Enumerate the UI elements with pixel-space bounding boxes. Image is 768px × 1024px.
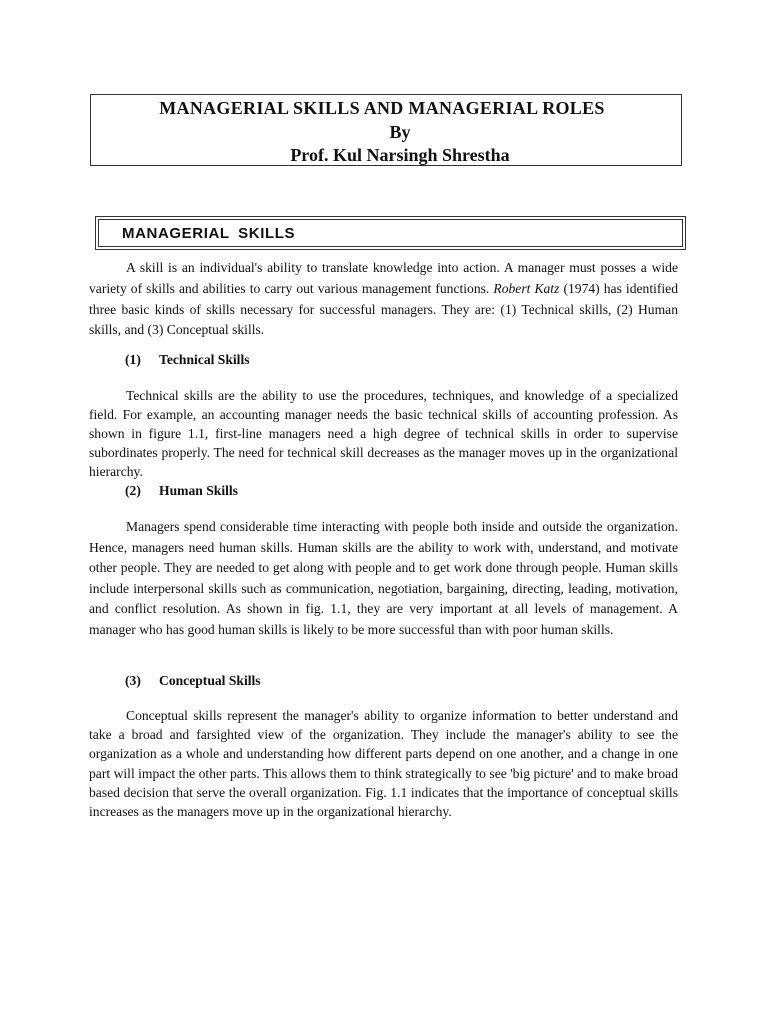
subheading-text: Conceptual Skills <box>159 673 261 688</box>
subheading-technical-skills <box>125 352 250 368</box>
subheading-text: Technical Skills <box>159 352 250 367</box>
subheading-human-skills <box>125 483 238 499</box>
technical-skills-paragraph: Technical skills are the ability to use the procedures, techniques, and knowledge of a specialized field. For example, an accounting manager needs the basic technical skills of accounting profession. As shown in figure 1.1, first-line managers need a high degree of technical skills in order to supervise subordinates properly. The need for technical skill decreases as the manager moves up in the organizational hierarchy. <box>89 388 678 479</box>
subheading-conceptual-skills <box>125 673 261 689</box>
section-heading-inner-border <box>98 219 683 247</box>
section-heading-box <box>95 216 686 250</box>
human-skills-paragraph: Managers spend considerable time interacting with people both inside and outside the organization. Hence, managers need human skills. Human skills are the ability to work with, understand, and motivate other people. They are needed to get along with people and to get work done through people. Human skills include interpersonal skills such as communication, negotiation, bargaining, directing, leading, motivation, and conflict resolution. As shown in fig. 1.1, they are very important at all levels of management. A manager who has good human skills is likely to be more successful than with poor human skills. <box>89 519 678 637</box>
title-author: Prof. Kul Narsingh Shrestha <box>290 145 510 165</box>
section-title: MANAGERIAL SKILLS <box>122 225 296 242</box>
subheading-text: Human Skills <box>159 483 238 498</box>
title-box <box>90 94 682 166</box>
subheading-number: (3) <box>125 673 141 688</box>
subheading-number: (2) <box>125 483 141 498</box>
conceptual-skills-paragraph: Conceptual skills represent the manager's ability to organize information to better understand and take a broad and farsighted view of the organization. They include the manager's ability to see the organization as a whole and understanding how different parts depend on one another, and a change in one part will impact the other parts. This allows them to think strategically to see 'big picture' and to make broad based decision that serve the overall organization. Fig. 1.1 indicates that the importance of conceptual skills increases as the managers move up in the organizational hierarchy. <box>89 708 678 820</box>
intro-text-end: (1974) has identified three basic kinds of skills necessary for successful managers. They are: (1) Technical skills, (2) Human skills, and (3) Conceptual skills. <box>89 280 679 338</box>
intro-paragraph <box>89 258 678 341</box>
intro-text-start: A skill is an individual's ability to translate knowledge into action. A manager must posses a wide variety of skills and abilities to carry out various management functions. <box>89 260 678 296</box>
title-by: By <box>389 122 411 142</box>
document-title: MANAGERIAL SKILLS AND MANAGERIAL ROLES <box>159 98 605 118</box>
subheading-number: (1) <box>125 352 141 367</box>
cited-author: Robert Katz <box>493 280 560 296</box>
